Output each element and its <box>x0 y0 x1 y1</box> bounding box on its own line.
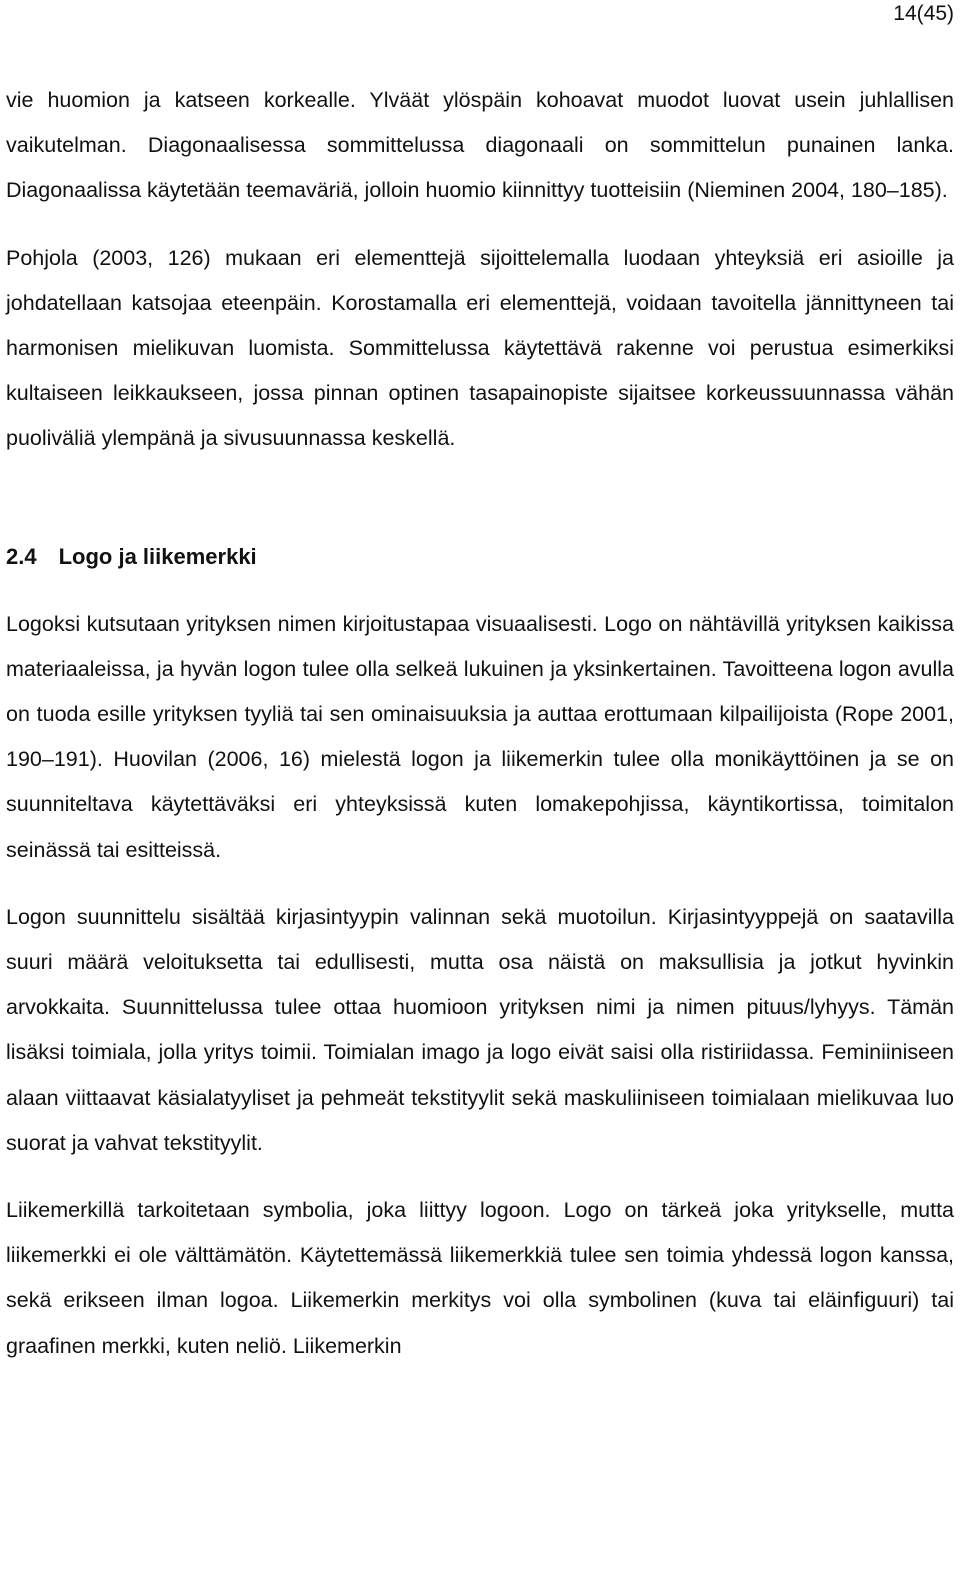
page-number: 14(45) <box>893 2 954 25</box>
paragraph-pohjola: Pohjola (2003, 126) mukaan eri elementtejä sijoittelemalla luodaan yhteyksiä eri asioille ja johdatellaan katsojaa eteenpäin. Korostamalla eri elementtejä, voidaan tavoitella jännittyneen tai harmonisen mielikuvan luomista. Sommittelussa käytettävä rakenne voi perustua esimerkiksi kultaiseen leikkaukseen, jossa pinnan optinen tasapainopiste sijaitsee korkeussuunnassa vähän puoliväliä ylempänä ja sivusuunnassa keskellä. <box>6 245 954 451</box>
paragraph-logo-design: Logon suunnittelu sisältää kirjasintyypin valinnan sekä muotoilun. Kirjasintyyppejä on saatavilla suuri määrä veloituksetta tai edullisesti, mutta osa näistä on maksullisia ja jotkut hyvinkin arvokkaita. Suunnittelussa tulee ottaa huomioon yrityksen nimi ja nimen pituus/lyhyys. Tämän lisäksi toimiala, jolla yritys toimii. Toimialan imago ja logo eivät saisi olla ristiriidassa. Feminiiniseen alaan viittaavat käsialatyyliset ja pehmeät tekstityylit sekä maskuliiniseen toimialaan mielikuvaa luo suorat ja vahvat tekstityylit. <box>6 904 954 1155</box>
paragraph-liikemerkki: Liikemerkillä tarkoitetaan symbolia, joka liittyy logoon. Logo on tärkeä joka yritykselle, mutta liikemerkki ei ole välttämätön. Käytettemässä liikemerkkiä tulee sen toimia yhdessä logon kanssa, sekä erikseen ilman logoa. Liikemerkin merkitys voi olla symbolinen (kuva tai eläinfiguuri) tai graafinen merkki, kuten neliö. Liikemerkin <box>6 1198 954 1358</box>
section-heading <box>6 543 954 571</box>
section-title: Logo ja liikemerkki <box>58 543 257 569</box>
section-number: 2.4 <box>6 543 37 569</box>
paragraph-logo-definition: Logoksi kutsutaan yrityksen nimen kirjoitustapaa visuaalisesti. Logo on nähtävillä yrityksen kaikissa materiaaleissa, ja hyvän logon tulee olla selkeä lukuinen ja yksinkertainen. Tavoitteena logon avulla on tuoda esille yrityksen tyyliä tai sen ominaisuuksia ja auttaa erottumaan kilpailijoista (Rope 2001, 190–191). Huovilan (2006, 16) mielestä logon ja liikemerkin tulee olla monikäyttöinen ja se on suunniteltava käytettäväksi eri yhteyksissä kuten lomakepohjissa, käyntikortissa, toimitalon seinässä tai esitteissä. <box>6 611 954 862</box>
document-body <box>6 78 954 1369</box>
paragraph-sommittelu-intro: vie huomion ja katseen korkealle. Ylväät ylöspäin kohoavat muodot luovat usein juhlallisen vaikutelman. Diagonaalisessa sommittelussa diagonaali on sommittelun punainen lanka. Diagonaalissa käytetään teemaväriä, jolloin huomio kiinnittyy tuotteisiin (Nieminen 2004, 180–185). <box>6 88 954 203</box>
